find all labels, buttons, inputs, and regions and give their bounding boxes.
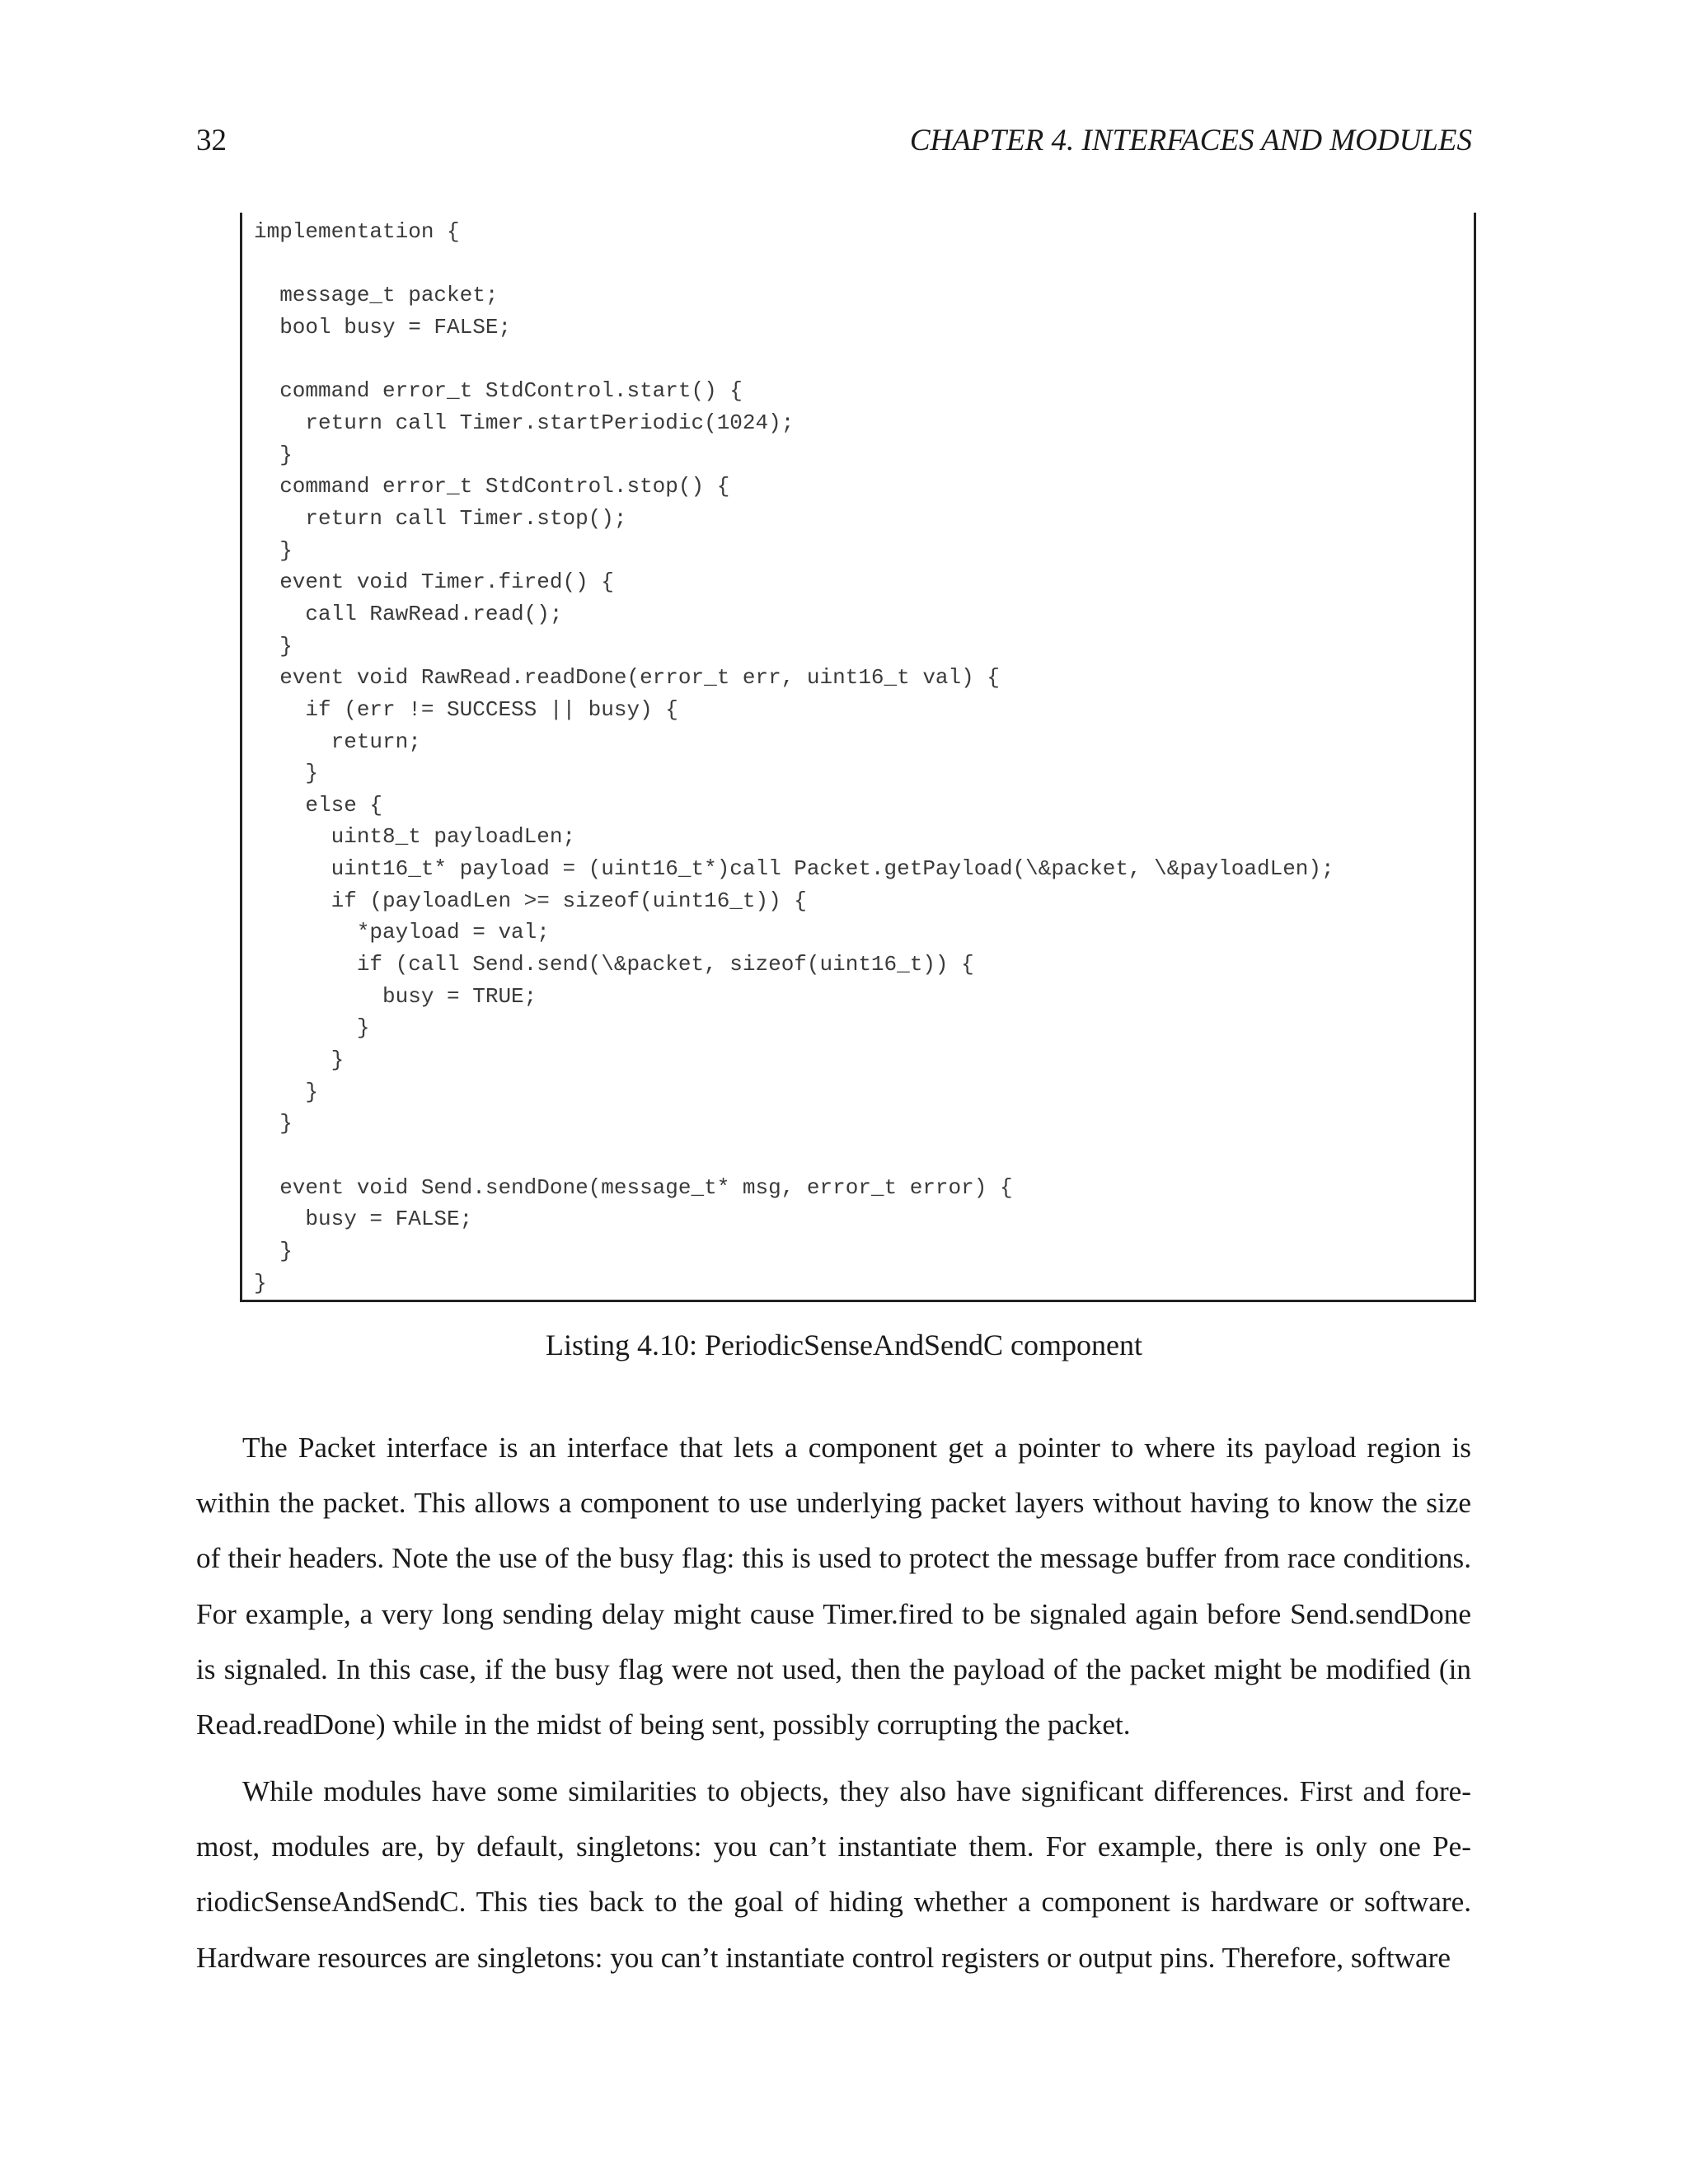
body-paragraph-1: The Packet interface is an interface that lets a component get a pointer to where its payload region is within the packet. This allows a component to use underlying packet layers without having to know the size of their headers. Note the use of the busy flag: this is used to protect the message buffer from race conditions. For example, a very long sending delay might cause Timer.fired to be signaled again before Send.sendDone is signaled. In this case, if the busy flag were not used, then the payload of the packet might be modified (in Read.readDone) while in the midst of being sent, possibly corrupting the packet. — [196, 1432, 1471, 1741]
body-paragraph-2: While modules have some similarities to objects, they also have significant differences. First and foremost, modules are, by default, singletons: you can’t instantiate them. For example, there is only one PeriodicSenseAndSendC. This ties back to the goal of hiding whether a component is hardware or software. Hardware resources are singletons: you can’t instantiate control registers or output pins. Therefore, software — [196, 1775, 1471, 1974]
page-number: 32 — [196, 124, 227, 157]
code-listing-box — [240, 213, 1476, 1302]
running-header: CHAPTER 4. INTERFACES AND MODULES — [909, 124, 1472, 157]
code-listing: implementation { message_t packet; bool busy = FALSE; command error_t StdControl.start() { return call Timer.startPeriodic(1024); } command error_t StdControl.stop() { return call Timer.stop(); } event void Timer.fired() { call RawRead.read(); } event void RawRead.readDone(error_t err, uint16_t val) { if (err != SUCCESS || busy) { return; } else { uint8_t payloadLen; uint16_t* payload = (uint16_t*)call Packet.getPayload(\&packet, \&payloadLen); if (payloadLen >= sizeof(uint16_t)) { *payload = val; if (call Send.send(\&packet, sizeof(uint16_t)) { busy = TRUE; } } } } event void Send.sendDone(message_t* msg, error_t error) { busy = FALSE; } } — [254, 219, 1334, 1296]
listing-caption: Listing 4.10: PeriodicSenseAndSendC component — [546, 1329, 1142, 1361]
